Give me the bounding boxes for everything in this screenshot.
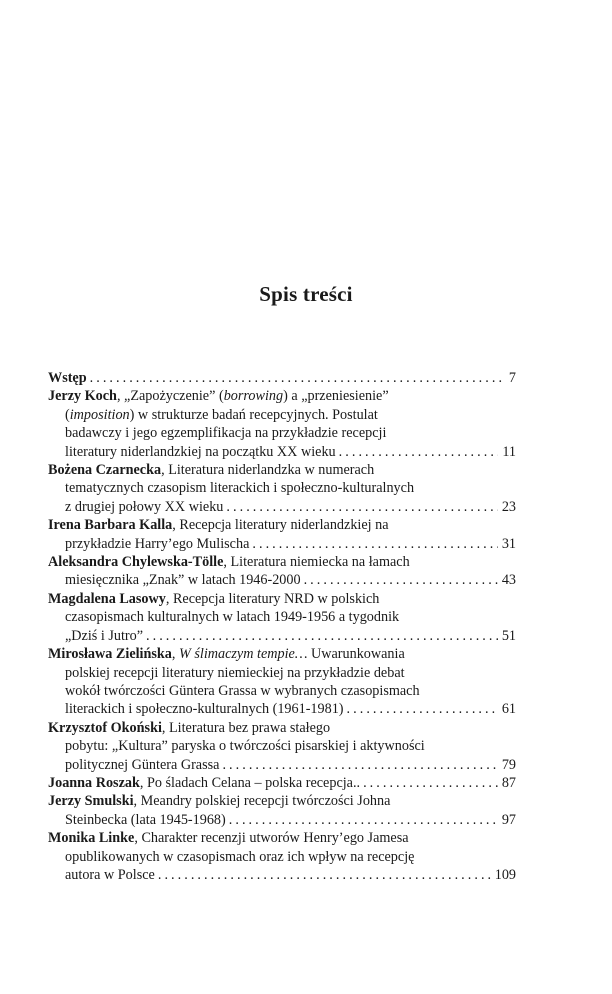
dot-leader (223, 498, 497, 516)
toc-entry (48, 719, 516, 774)
dot-leader (155, 866, 491, 884)
toc-entry (48, 553, 516, 590)
toc-entry-title: ) a „przeniesienie” (283, 388, 389, 405)
toc-entry-title: opublikowanych w czasopismach oraz ich wpływ na recepcję (65, 848, 415, 865)
toc-entry-title: „Dziś i Jutro” (65, 627, 144, 644)
toc-entry-title: , Recepcja literatury NRD w polskich (165, 590, 380, 607)
toc-entry (48, 774, 516, 792)
table-of-contents (48, 369, 516, 884)
toc-entry-author: Magdalena Lasowy (48, 590, 166, 607)
toc-entry-author: Jerzy Koch (48, 388, 117, 405)
dot-leader (301, 571, 498, 589)
toc-entry-author: Joanna Roszak (48, 774, 140, 791)
toc-entry (48, 792, 516, 829)
toc-entry-title: politycznej Güntera Grassa (65, 756, 220, 773)
toc-entry (48, 516, 516, 553)
toc-entry-author: Irena Barbara Kalla (48, 517, 173, 534)
toc-entry (48, 829, 516, 884)
toc-entry-title: , „Zapożyczenie” ( (116, 388, 224, 405)
toc-entry-title: czasopismach kulturalnych w latach 1949-1956 a tygodnik (65, 609, 400, 626)
toc-entry (48, 590, 516, 645)
toc-entry-title: , Po śladach Celana – polska recepcja.. (139, 774, 361, 791)
toc-entry-title: , Literatura niderlandzka w numerach (161, 462, 375, 479)
toc-entry-page: 109 (494, 866, 516, 883)
toc-entry-title: ) w strukturze badań recepcyjnych. Postulat (129, 406, 378, 423)
toc-entry: Jerzy Koch, „Zapożyczenie” (borrowing) a „przeniesienie” (imposition) w strukturze badań recepcyjnych. Postulat badawczy i jego egzemplifikacja na przykładzie recepcji literatury niderlandzkiej na początku XX wieku . . . 11 (48, 387, 516, 461)
toc-entry-title: polskiej recepcji literatury niemieckiej na przykładzie debat (65, 664, 405, 681)
toc-entry-author: Aleksandra Chylewska-Tölle (48, 554, 224, 571)
toc-entry-page: 23 (501, 498, 516, 515)
toc-entry-title: autora w Polsce (65, 866, 155, 883)
toc-entry-author: Monika Linke (48, 830, 135, 847)
toc-entry-title-italic: W ślimaczym tempie… (179, 646, 308, 663)
toc-entry-page: 79 (501, 756, 516, 773)
toc-entry (48, 645, 516, 719)
toc-entry (48, 461, 516, 516)
toc-entry-title: , (171, 646, 179, 663)
toc-entry-title: , Recepcja literatury niderlandzkiej na (172, 517, 389, 534)
toc-entry-page: 7 (508, 370, 516, 386)
toc-entry-title: Uwarunkowania (307, 646, 405, 663)
toc-entry-page: 51 (501, 627, 516, 644)
dot-leader (226, 811, 498, 829)
toc-entry-title: , Charakter recenzji utworów Henry’ego Jamesa (134, 830, 409, 847)
toc-entry-title: , Literatura bez prawa stałego (161, 719, 331, 736)
toc-entry (48, 369, 516, 387)
toc-entry-title: miesięcznika „Znak” w latach 1946-2000 (65, 572, 301, 589)
toc-entry-page: 61 (501, 701, 516, 718)
dot-leader (360, 774, 498, 792)
toc-entry-title: badawczy i jego egzemplifikacja na przykładzie recepcji (65, 425, 387, 442)
dot-leader (219, 756, 497, 774)
toc-entry-page: 43 (501, 572, 516, 589)
toc-entry-author: Wstęp (48, 370, 87, 386)
dot-leader (143, 627, 498, 645)
toc-entry-author: Mirosława Zielińska (48, 646, 172, 663)
toc-entry-page: 97 (501, 811, 516, 828)
toc-entry-title: z drugiej połowy XX wieku (65, 498, 224, 515)
toc-entry-title: Steinbecka (lata 1945-1968) (65, 811, 226, 828)
toc-entry-author: Jerzy Smulski (48, 793, 134, 810)
toc-entry-page: 11 (502, 443, 516, 460)
dot-leader (87, 369, 505, 387)
toc-entry-title: wokół twórczości Güntera Grassa w wybranych czasopismach (65, 682, 420, 699)
dot-leader (336, 443, 499, 461)
page-title: Spis treści (259, 282, 353, 306)
toc-entry-author: Bożena Czarnecka (48, 462, 162, 479)
toc-entry-title: przykładzie Harry’ego Mulischa (65, 535, 250, 552)
toc-entry-title: literackich i społeczno-kulturalnych (1961-1981) (65, 701, 344, 718)
toc-entry-title: , Literatura niemiecka na łamach (223, 554, 410, 571)
toc-entry-title: , Meandry polskiej recepcji twórczości Johna (133, 793, 391, 810)
toc-entry-author: Krzysztof Okoński (48, 719, 162, 736)
toc-entry-title: tematycznych czasopism literackich i społeczno-kulturalnych (65, 480, 415, 497)
toc-entry-page: 31 (501, 535, 516, 552)
toc-entry-page: 87 (501, 774, 516, 791)
dot-leader (249, 535, 497, 553)
dot-leader (344, 700, 498, 718)
toc-entry-title: pobytu: „Kultura” paryska o twórczości pisarskiej i aktywności (65, 738, 425, 755)
toc-entry-title-italic: borrowing (223, 388, 284, 405)
toc-entry-title: literatury niderlandzkiej na początku XX wieku (65, 443, 336, 460)
toc-entry-title-italic: imposition (69, 406, 130, 423)
